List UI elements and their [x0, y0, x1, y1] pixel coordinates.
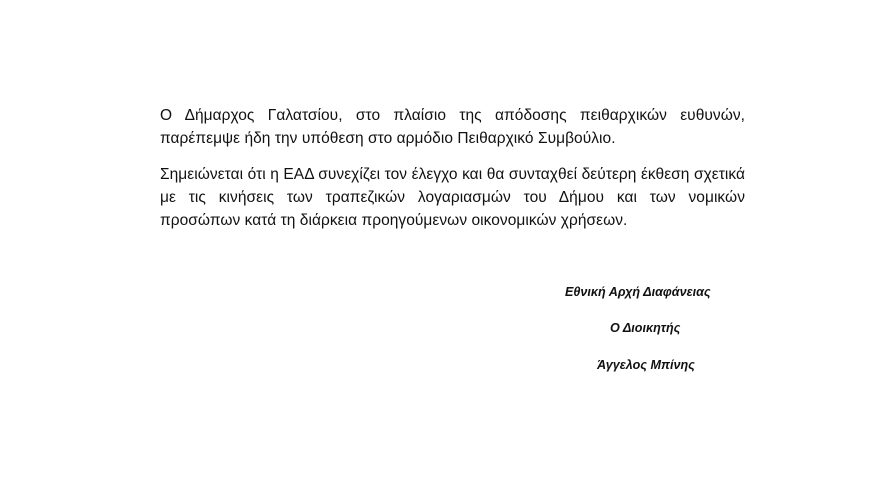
paragraph-disciplinary-referral: Ο Δήμαρχος Γαλατσίου, στο πλαίσιο της απόδοσης πειθαρχικών ευθυνών, παρέπεμψε ήδη την υπόθεση στο αρμόδιο Πειθαρχικό Συμβούλιο. — [160, 107, 745, 147]
paragraph-ongoing-audit: Σημειώνεται ότι η ΕΑΔ συνεχίζει τον έλεγχο και θα συνταχθεί δεύτερη έκθεση σχετικά με τις κινήσεις των τραπεζικών λογαριασμών του Δήμου και των νομικών προσώπων κατά τη διάρκεια προηγούμενων οικονομικών χρήσεων. — [160, 166, 745, 229]
signature-role: Ο Διοικητής — [610, 321, 681, 335]
signature-organization: Εθνική Αρχή Διαφάνειας — [565, 285, 711, 299]
signature-name: Άγγελος Μπίνης — [597, 358, 695, 372]
